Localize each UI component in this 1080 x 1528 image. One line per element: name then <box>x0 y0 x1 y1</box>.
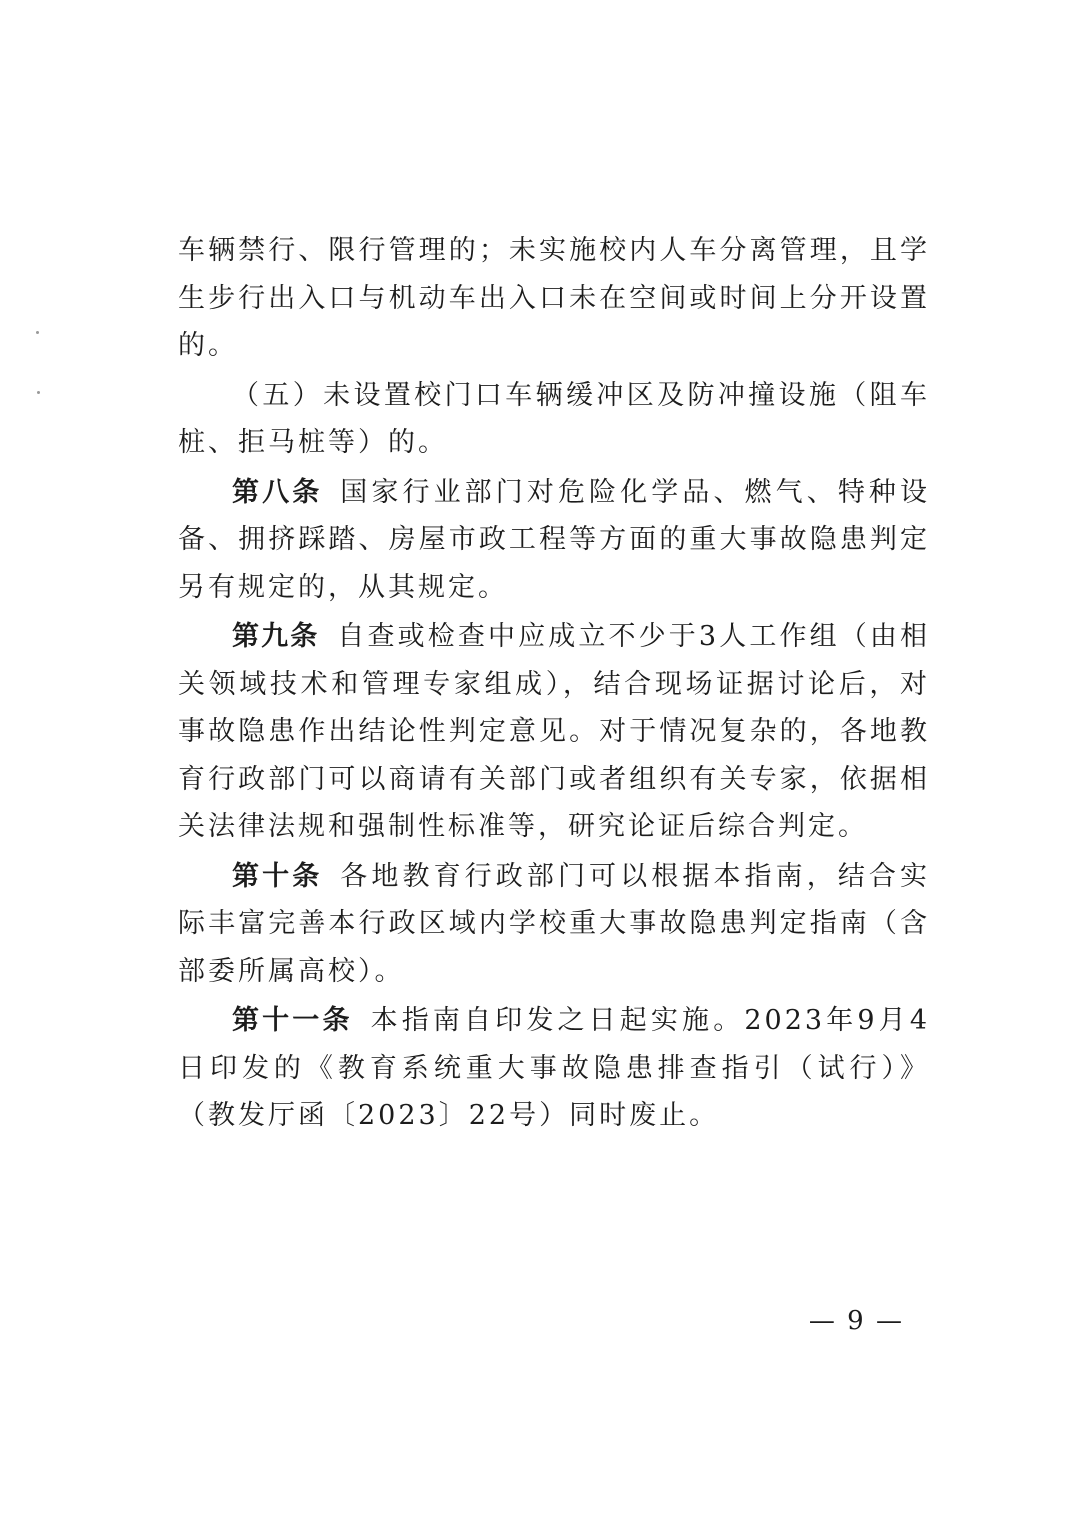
paragraph-continuation <box>178 227 930 370</box>
paragraph-article-9 <box>178 613 930 851</box>
paragraph-text: 国家行业部门对危险化学品、燃气、特种设备、拥挤踩踏、房屋市政工程等方面的重大事故隐患判定另有规定的，从其规定。 <box>178 476 931 603</box>
article-number: 第八条 <box>232 476 323 508</box>
paragraph-text: 各地教育行政部门可以根据本指南，结合实际丰富完善本行政区域内学校重大事故隐患判定指南（含部委所属高校）。 <box>178 860 931 987</box>
paragraph-item-5 <box>178 372 930 467</box>
paragraph-article-11 <box>178 997 930 1140</box>
paragraph-text: 本指南自印发之日起实施。2023年9月4日印发的《教育系统重大事故隐患排查指引（试行）》（教发厅函〔2023〕22号）同时废止。 <box>178 1005 930 1131</box>
scan-speck <box>37 391 40 394</box>
page-number: — 9 — <box>808 1306 904 1336</box>
article-number: 第十一条 <box>232 1005 353 1036</box>
article-number: 第十条 <box>232 860 323 892</box>
scan-speck <box>36 331 39 334</box>
document-body <box>178 227 930 1142</box>
article-number: 第九条 <box>232 621 320 652</box>
paragraph-text: 车辆禁行、限行管理的；未实施校内人车分离管理，且学生步行出入口与机动车出入口未在空间或时间上分开设置的。 <box>178 235 930 361</box>
paragraph-article-8 <box>178 469 930 612</box>
paragraph-text: （五）未设置校门口车辆缓冲区及防冲撞设施（阻车桩、拒马桩等）的。 <box>178 379 930 458</box>
paragraph-article-10 <box>178 853 930 996</box>
paragraph-text: 自查或检查中应成立不少于3人工作组（由相关领域技术和管理专家组成），结合现场证据讨论后，对事故隐患作出结论性判定意见。对于情况复杂的，各地教育行政部门可以商请有关部门或者组织有关专家，依据相关法律法规和强制性标准等，研究论证后综合判定。 <box>178 621 930 842</box>
